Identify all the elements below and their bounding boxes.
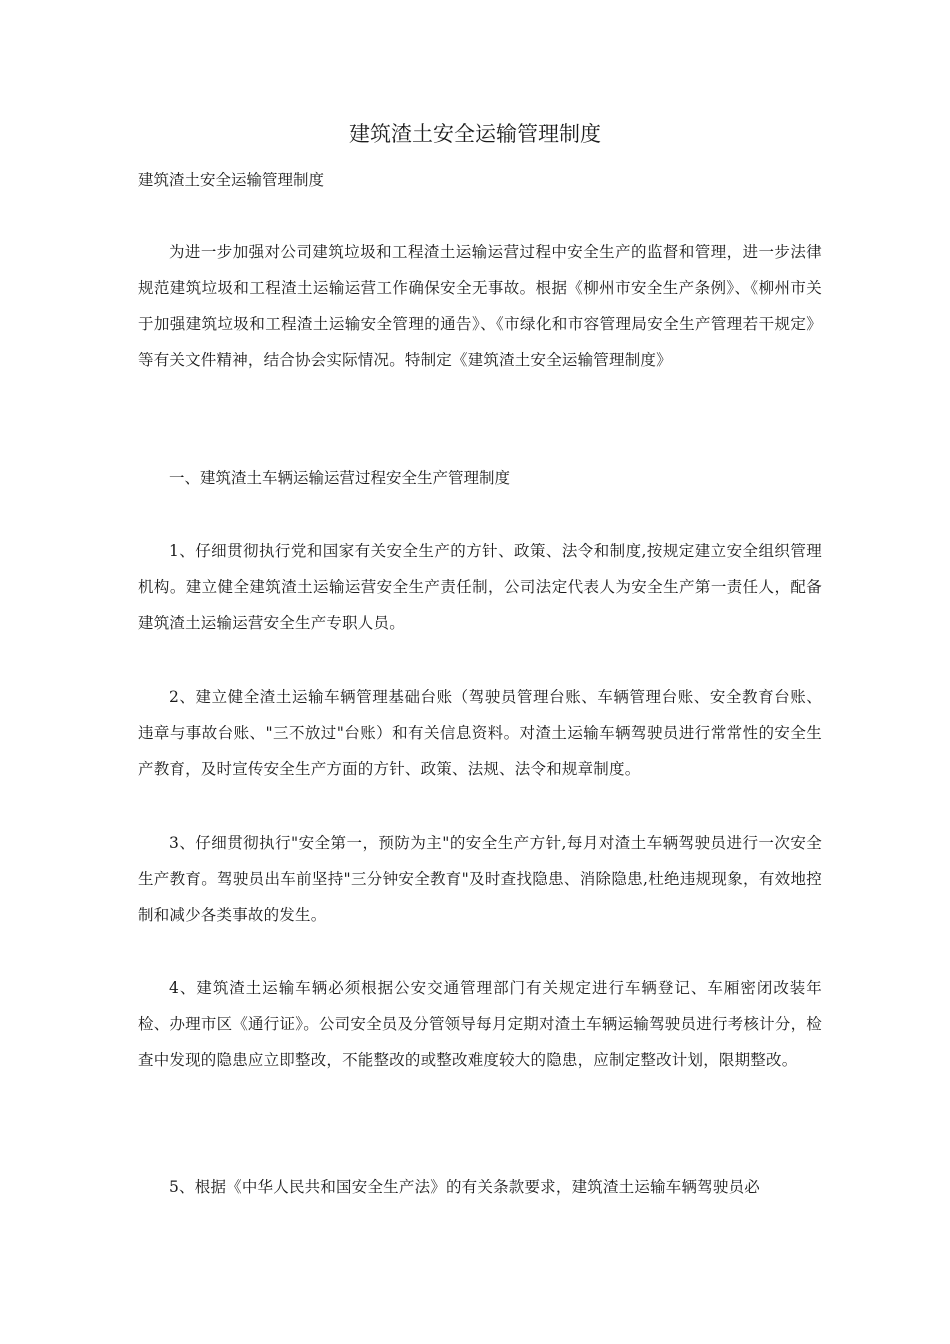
section-heading: 一、建筑渣土车辆运输运营过程安全生产管理制度 [169,469,511,487]
list-item: 3、仔细贯彻执行"安全第一，预防为主"的安全生产方针,每月对渣土车辆驾驶员进行一次安全生产教育。驾驶员出车前坚持"三分钟安全教育"及时查找隐患、消除隐患,杜绝违规现象，有效地控制和减少各类事故的发生。 [138,834,822,924]
document-title: 建筑渣土安全运输管理制度 [349,122,601,146]
intro-paragraph: 为进一步加强对公司建筑垃圾和工程渣土运输运营过程中安全生产的监督和管理，进一步法律规范建筑垃圾和工程渣土运输运营工作确保安全无事故。根据《柳州市安全生产条例》、《柳州市关于加强建筑垃圾和工程渣土运输安全管理的通告》、《市绿化和市容管理局安全生产管理若干规定》等有关文件精神，结合协会实际情况。特制定《建筑渣土安全运输管理制度》 [138,243,822,369]
list-item: 4、建筑渣土运输车辆必须根据公安交通管理部门有关规定进行车辆登记、车厢密闭改装年检、办理市区《通行证》。公司安全员及分管领导每月定期对渣土车辆运输驾驶员进行考核计分，检查中发现的隐患应立即整改，不能整改的或整改难度较大的隐患，应制定整改计划，限期整改。 [138,979,822,1069]
document-subtitle: 建筑渣土安全运输管理制度 [138,171,325,189]
list-item: 5、根据《中华人民共和国安全生产法》的有关条款要求，建筑渣土运输车辆驾驶员必 [169,1178,760,1196]
list-item: 1、仔细贯彻执行党和国家有关安全生产的方针、政策、法令和制度,按规定建立安全组织管理机构。建立健全建筑渣土运输运营安全生产责任制，公司法定代表人为安全生产第一责任人，配备建筑渣土运输运营安全生产专职人员。 [138,542,822,632]
list-item: 2、建立健全渣土运输车辆管理基础台账（驾驶员管理台账、车辆管理台账、安全教育台账、违章与事故台账、"三不放过"台账）和有关信息资料。对渣土运输车辆驾驶员进行常常性的安全生产教育，及时宣传安全生产方面的方针、政策、法规、法令和规章制度。 [138,688,822,778]
